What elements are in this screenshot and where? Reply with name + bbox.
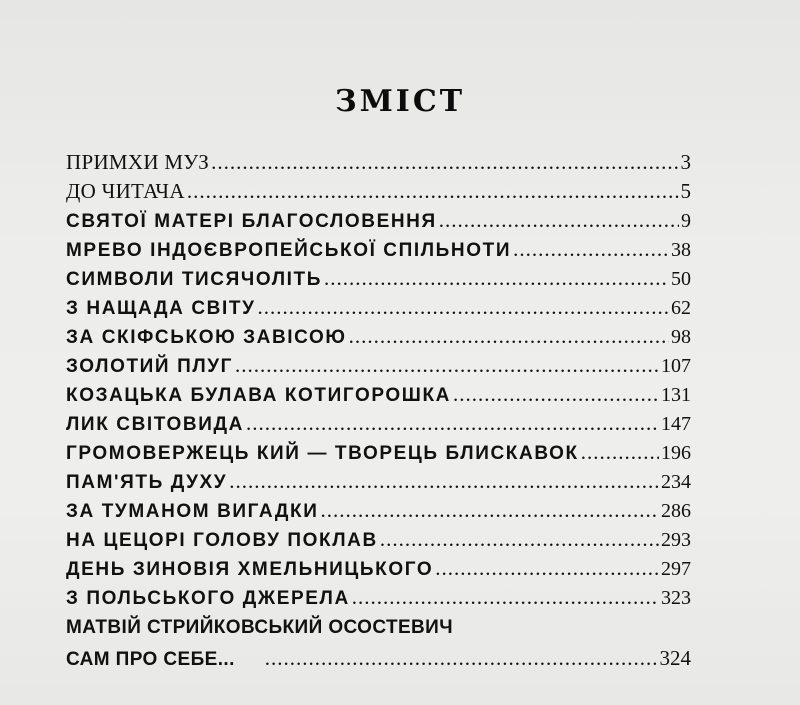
toc-entry-page: 5 [680, 179, 691, 203]
toc-entry [66, 295, 691, 321]
toc-entry [66, 556, 691, 582]
toc-entry [66, 179, 691, 203]
toc-entry [66, 382, 691, 408]
toc-entry-page: 3 [680, 150, 691, 174]
toc-leader-dots [352, 585, 659, 609]
toc-entry-final-line2 [66, 646, 691, 672]
toc-entry-page: 324 [659, 646, 691, 670]
toc-entry-title: ДЕНЬ ЗИНОВІЯ ХМЕЛЬНИЦЬКОГО [66, 559, 434, 580]
toc-entry [66, 411, 691, 437]
toc-entry [66, 150, 691, 174]
toc-entry-page: 286 [661, 500, 691, 522]
toc-entry-title: ЗОЛОТИЙ ПЛУГ [66, 356, 234, 377]
toc-entry-title: З НАЩАДА СВІТУ [66, 298, 256, 319]
toc-leader-dots [211, 150, 678, 174]
toc-leader-dots [229, 469, 659, 493]
toc-entry-page: 196 [661, 442, 691, 464]
toc-entry-title: МАТВІЙ СТРИЙКОВСЬКИЙ ОСОСТЕВИЧ [66, 617, 453, 638]
toc-entry [66, 237, 691, 263]
toc-entry [66, 208, 691, 234]
toc-leader-dots [349, 324, 669, 348]
toc-entry [66, 469, 691, 495]
toc-leader-dots [439, 208, 679, 232]
toc-entry-page: 38 [671, 239, 691, 261]
toc-entry-title: СВЯТОЇ МАТЕРІ БЛАГОСЛОВЕННЯ [66, 211, 437, 232]
toc-leader-dots [265, 646, 658, 670]
toc-leader-dots [187, 179, 679, 203]
toc-entry-page: 297 [661, 558, 691, 580]
toc-entry-title: З ПОЛЬСЬКОГО ДЖЕРЕЛА [66, 588, 350, 609]
toc-leader-dots [513, 237, 669, 261]
toc-entry [66, 266, 691, 292]
toc-entry-page: 98 [671, 326, 691, 348]
toc-entry [66, 498, 691, 524]
toc-leader-dots [380, 527, 659, 551]
toc-entry-page: 234 [661, 471, 691, 493]
toc-entry-title: ЗА СКІФСЬКОЮ ЗАВІСОЮ [66, 327, 347, 348]
toc-entry [66, 527, 691, 553]
toc-leader-dots [581, 440, 659, 464]
toc-entry-title: ЛИК СВІТОВИДА [66, 414, 244, 435]
toc-entry-page: 293 [661, 529, 691, 551]
page-title: ЗМІСТ [334, 84, 466, 119]
toc-entry-page: 107 [661, 355, 691, 377]
toc-entry-title: ДО ЧИТАЧА [66, 179, 185, 203]
toc-leader-dots [320, 498, 659, 522]
toc-leader-dots [235, 353, 659, 377]
toc-entry-page: 323 [661, 587, 691, 609]
toc-entry-title: ГРОМОВЕРЖЕЦЬ КИЙ — ТВОРЕЦЬ БЛИСКАВОК [66, 443, 579, 464]
toc-entry [66, 353, 691, 379]
toc-leader-dots [324, 266, 669, 290]
toc-entry-title: ПРИМХИ МУЗ [66, 150, 210, 174]
toc-entry-title: ЗА ТУМАНОМ ВИГАДКИ [66, 501, 319, 522]
toc-leader-dots [435, 556, 659, 580]
toc-entry-title: СИМВОЛИ ТИСЯЧОЛІТЬ [66, 269, 322, 290]
toc-entry-page: 131 [661, 384, 691, 406]
toc-leader-dots [258, 295, 670, 319]
toc-entry-page: 147 [661, 413, 691, 435]
toc-entry-title: САМ ПРО СЕБЕ... [66, 649, 235, 670]
toc-entry-title: ПАМ'ЯТЬ ДУХУ [66, 472, 228, 493]
toc-entry-title: НА ЦЕЦОРІ ГОЛОВУ ПОКЛАВ [66, 530, 378, 551]
toc-entry-page: 62 [671, 297, 691, 319]
toc-entry-title: КОЗАЦЬКА БУЛАВА КОТИГОРОШКА [66, 385, 451, 406]
toc-leader-dots [453, 382, 659, 406]
toc-entry [66, 585, 691, 611]
toc-entry [66, 324, 691, 350]
toc-entry-page: 50 [671, 268, 691, 290]
toc-entry-title: МРЕВО ІНДОЄВРОПЕЙСЬКОЇ СПІЛЬНОТИ [66, 240, 512, 261]
toc-leader-dots [246, 411, 659, 435]
toc-entry-final-line1 [66, 616, 453, 640]
toc-entry-page: 9 [681, 210, 691, 232]
toc-entry [66, 440, 691, 466]
